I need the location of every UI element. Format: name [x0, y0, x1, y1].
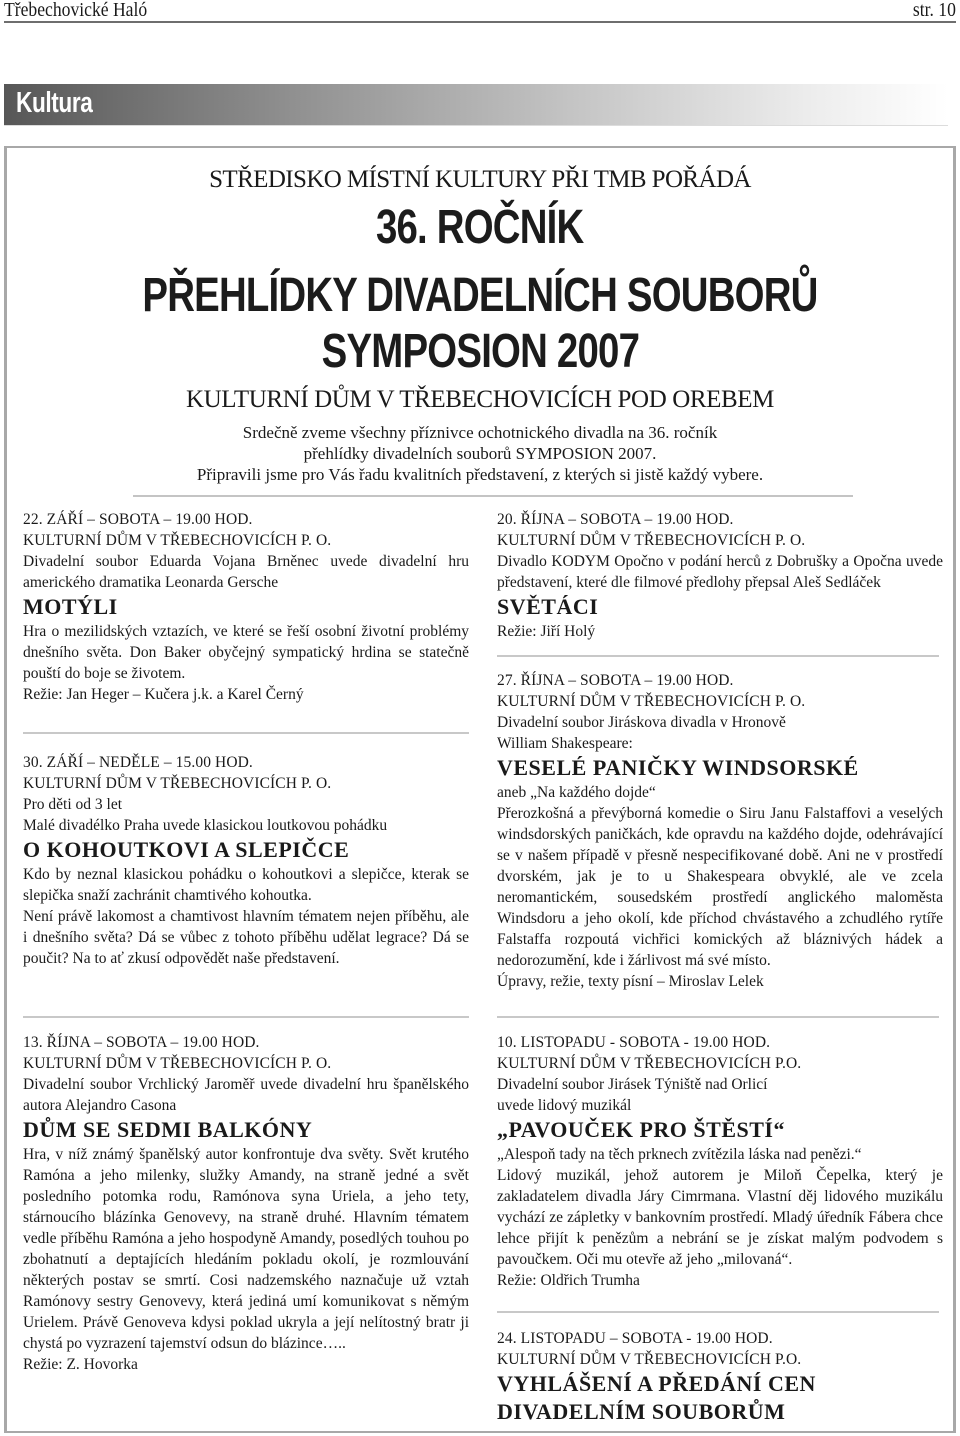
event-author: William Shakespeare: [497, 735, 633, 752]
event-divider [23, 1016, 469, 1018]
event-description: Hra o mezilidských vztazích, ve které se řeší osobní životní problémy dnešního světa. Don Baker obyčejný sympatický hrdina se statečně pouští do boje se životem. [23, 623, 469, 682]
page-header [4, 0, 956, 23]
event-o-kohoutkovi [23, 752, 469, 969]
play-title: SVĚTÁCI [497, 594, 599, 619]
event-venue: KULTURNÍ DŮM V TŘEBECHOVICÍCH P.O. [497, 1055, 802, 1072]
play-title: VESELÉ PANIČKY WINDSORSKÉ [497, 755, 859, 780]
event-date: 30. ZÁŘÍ – NEDĚLE – 15.00 HOD. [23, 754, 253, 771]
play-title: VYHLÁŠENÍ A PŘEDÁNÍ CEN [497, 1371, 816, 1396]
publication-title: Třebechovické Haló [4, 0, 148, 21]
event-director: Režie: Oldřich Trumha [497, 1272, 640, 1289]
event-venue: KULTURNÍ DŮM V TŘEBECHOVICÍCH P. O. [23, 775, 332, 792]
event-divider [497, 1016, 939, 1018]
event-director: Režie: Jan Heger – Kučera j.k. a Karel Černý [23, 686, 304, 703]
play-title: „PAVOUČEK PRO ŠTĚSTÍ“ [497, 1117, 785, 1142]
event-motyli [23, 509, 469, 705]
headline-year [7, 200, 953, 255]
event-description: Hra, v níž známý španělský autor konfrontuje dva světy. Svět krutého Ramóna a jeho milenky, služky Amandy, na straně jedné a svět posledního potomka rodu, Ramónova syna Uriela, a jeho tety, stárnoucího blázínka Genovevy, na straně druhé. Hlavním tématem vedle příběhu Ramóna a jeho hospodyně Amandy, posedlých touhou po zbohatnutí a deptajících hledáním pokladu okolí, je rozmlouvání některých postav se smrtí. Cosi nadzemského naznačuje už vztah Ramónovy sestry Genovevy, která jediná umí komunikovat s němým Urielem. Právě Genoveva kdysi poklad ukryla a její nelítostný bratr ji chystá po vyzrazení tajemství odsun do blázince….. [23, 1146, 469, 1352]
event-date: 22. ZÁŘÍ – SOBOTA – 19.00 HOD. [23, 511, 253, 528]
event-divider [497, 1311, 939, 1313]
play-title: MOTÝLI [23, 594, 118, 619]
play-subtitle: aneb „Na každého dojde“ [497, 784, 656, 801]
play-title: DŮM SE SEDMI BALKÓNY [23, 1117, 313, 1142]
play-title: O KOHOUTKOVI A SLEPIČCE [23, 837, 350, 862]
headline-name-text: SYMPOSION 2007 [321, 325, 639, 378]
play-quote: „Alespoň tady na těch prknech zvítězila láska nad penězi.“ [497, 1146, 862, 1163]
event-intro: Divadelní soubor Jirásek Týniště nad Orlicí [497, 1076, 768, 1093]
event-awards [497, 1328, 943, 1426]
event-venue: KULTURNÍ DŮM V TŘEBECHOVICÍCH P. O. [497, 532, 806, 549]
headline-festival [7, 268, 953, 323]
festival-program-box [4, 146, 956, 1433]
event-director: Režie: Jiří Holý [497, 623, 596, 640]
event-description: Není právě lakomost a chamtivost hlavním tématem nejen příběhu, ale i dnešního světa? Dá se vůbec z tohoto příběhu udělat legrace? Dá se poučit? Na to ať zkusí odpovědět naše představení. [23, 908, 469, 967]
headline-festival-text: PŘEHLÍDKY DIVADELNÍCH SOUBORŮ [142, 269, 818, 322]
headline-name [7, 324, 953, 379]
event-venue: KULTURNÍ DŮM V TŘEBECHOVICÍCH P.O. [497, 1351, 802, 1368]
event-intro: Divadlo KODYM Opočno v podání herců z Dobrušky a Opočna uvede představení, které dle filmové předlohy přepsal Aleš Sedláček [497, 553, 943, 591]
event-date: 10. LISTOPADU - SOBOTA - 19.00 HOD. [497, 1034, 771, 1051]
event-pavoucek-pro-stesti [497, 1032, 943, 1291]
invitation-line: Připravili jsme pro Vás řadu kvalitních představení, z kterých si jistě každý vybere. [196, 465, 764, 484]
event-divider [23, 732, 469, 734]
invitation-line: Srdečně zveme všechny příznivce ochotnického divadla na 36. ročník [242, 423, 718, 442]
event-date: 24. LISTOPADU – SOBOTA - 19.00 HOD. [497, 1330, 773, 1347]
event-svetaci [497, 509, 943, 642]
organizer-line: STŘEDISKO MÍSTNÍ KULTURY PŘI TMB POŘÁDÁ [209, 166, 751, 193]
event-vesele-panicky [497, 670, 943, 992]
event-venue: KULTURNÍ DŮM V TŘEBECHOVICÍCH P. O. [23, 532, 332, 549]
event-venue: KULTURNÍ DŮM V TŘEBECHOVICÍCH P. O. [23, 1055, 332, 1072]
event-divider [497, 655, 939, 657]
event-director: Režie: Z. Hovorka [23, 1356, 138, 1373]
event-intro: Malé divadélko Praha uvede klasickou loutkovou pohádku [23, 817, 388, 834]
event-intro: Divadelní soubor Jiráskova divadla v Hronově [497, 714, 786, 731]
section-banner [4, 84, 948, 126]
festival-venue: KULTURNÍ DŮM V TŘEBECHOVICÍCH POD OREBEM [186, 386, 774, 413]
event-date: 20. ŘÍJNA – SOBOTA – 19.00 HOD. [497, 511, 734, 528]
event-director: Úpravy, režie, texty písní – Miroslav Lelek [497, 973, 764, 990]
event-description: Lidový muzikál, jehož autorem je Miloň Čepelka, který je zakladatelem divadla Járy Cimrmana. Vlastní děj lidového muzikálu vychází ze zápletky v bankovním prostředí. Mladý úředník Fábera chce lehce přijít k penězům a nebrání se je získat malým podvodem s pavoučkem. Oči mu otevře až jeho „milovaná“. [497, 1167, 943, 1268]
event-description: Kdo by neznal klasickou pohádku o kohoutkovi a slepičce, kterak se slepička snaží zachránit chamtivého kohoutka. [23, 866, 469, 904]
event-intro: Divadelní soubor Vrchlický Jaroměř uvede divadelní hru španělského autora Alejandro Casona [23, 1076, 469, 1114]
event-date: 27. ŘÍJNA – SOBOTA – 19.00 HOD. [497, 672, 734, 689]
event-audience: Pro děti od 3 let [23, 796, 123, 813]
invitation-line: přehlídky divadelních souborů SYMPOSION 2007. [303, 444, 657, 463]
event-intro: uvede lidový muzikál [497, 1097, 632, 1114]
page-number: str. 10 [912, 0, 956, 21]
headline-year-text: 36. ROČNÍK [376, 201, 584, 254]
event-dum-se-sedmi-balkony [23, 1032, 469, 1375]
event-date: 13. ŘÍJNA – SOBOTA – 19.00 HOD. [23, 1034, 260, 1051]
section-title: Kultura [16, 87, 93, 119]
play-title: DIVADELNÍM SOUBORŮM [497, 1399, 786, 1424]
event-intro: Divadelní soubor Eduarda Vojana Brněnec uvede divadelní hru amerického dramatika Leonarda Gersche [23, 553, 469, 591]
event-venue: KULTURNÍ DŮM V TŘEBECHOVICÍCH P. O. [497, 693, 806, 710]
intro-divider [133, 495, 853, 497]
event-description: Přerozkošná a převýborná komedie o Siru Janu Falstaffovi a veselých windsdorských paničkách, kde opravdu na každého dojde, odehrávající se v našem případě v přesně nespecifikované době. Ani ne v prostředí dvorském, jak je to u Shakespeara obvyklé, ale ve zcela neromantickém, sousedském prostředí anglického maloměsta Windsdoru a jeho okolí, kde příchod chvástavého a zchudlého rytíře Falstaffa rozpoutá vichřici komických až bláznivých hádek a nedorozumění, kde i žárlivost má své místo. [497, 805, 943, 969]
